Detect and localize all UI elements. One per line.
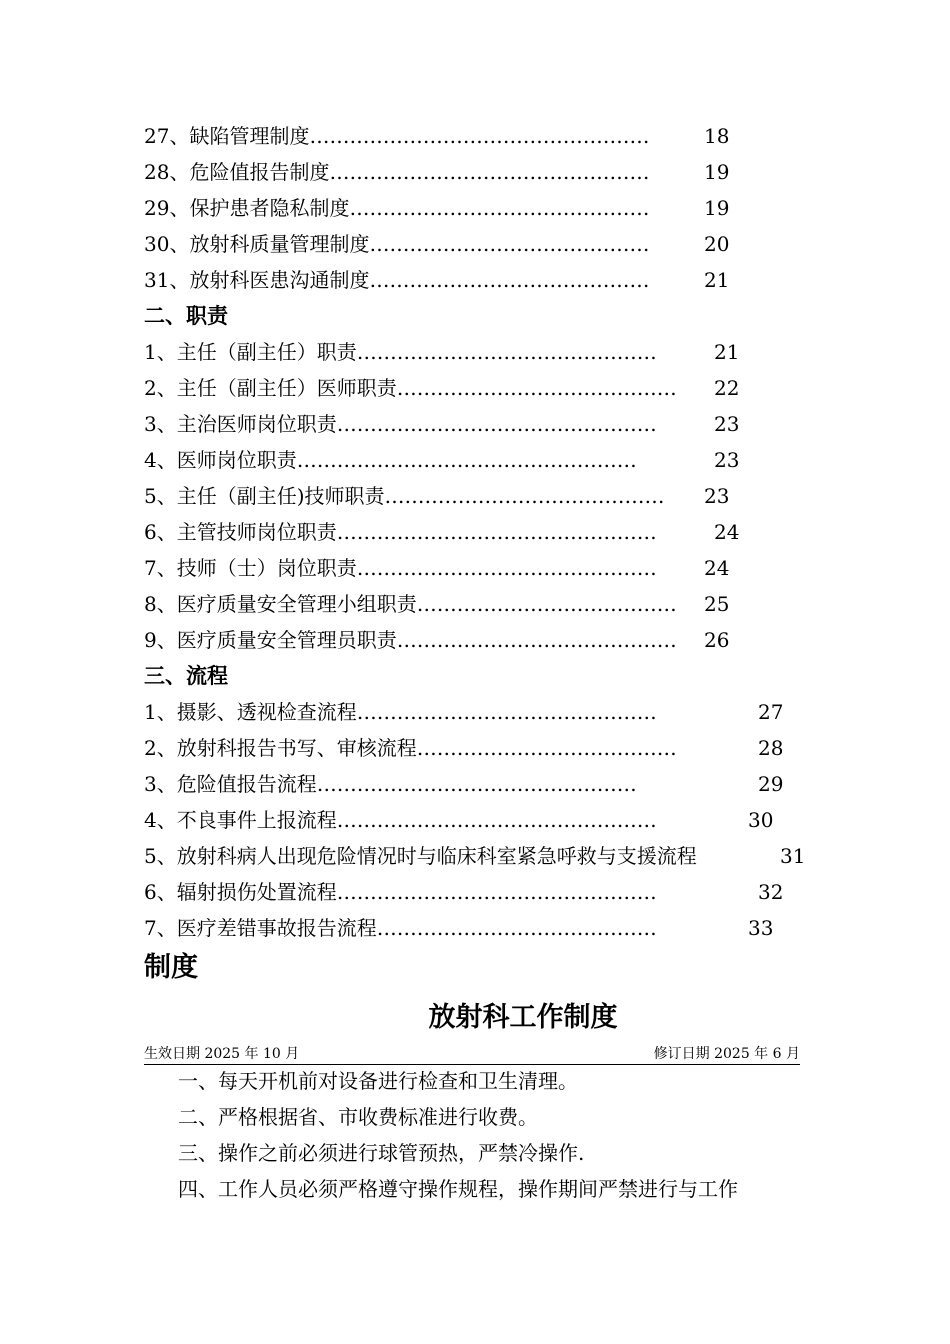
toc-page-number: 23 <box>714 412 740 436</box>
toc-leader: …………………………………… <box>396 376 677 400</box>
toc-item-label: 31、放射科医患沟通制度 <box>144 268 370 292</box>
toc-leader: …………………………………… <box>376 916 657 940</box>
toc-item[interactable] <box>144 766 784 802</box>
rule-paragraph: 二、严格根据省、市收费标准进行收费。 <box>178 1105 538 1129</box>
section-heading-process: 三、流程 <box>144 664 228 688</box>
toc-item-label: 7、技师（士）岗位职责 <box>144 556 357 580</box>
toc-item[interactable] <box>144 442 740 478</box>
toc-leader: …………………………………… <box>396 628 677 652</box>
toc-page-number: 21 <box>704 268 730 292</box>
toc-item-label: 7、医疗差错事故报告流程 <box>144 916 377 940</box>
toc-page-number: 32 <box>758 880 784 904</box>
toc-item-label: 6、辐射损伤处置流程 <box>144 880 337 904</box>
toc-page-number: 24 <box>704 556 730 580</box>
toc-page-number: 22 <box>714 376 740 400</box>
toc-leader: …………………………………………… <box>309 124 650 148</box>
toc-item[interactable] <box>144 586 730 622</box>
toc-page-number: 19 <box>704 196 730 220</box>
rule-paragraph: 四、工作人员必须严格遵守操作规程，操作期间严禁进行与工作 <box>178 1177 738 1201</box>
toc-item[interactable] <box>144 262 730 298</box>
toc-item-label: 29、保护患者隐私制度 <box>144 196 350 220</box>
toc-leader: ………………………………………… <box>329 160 650 184</box>
toc-item-label: 30、放射科质量管理制度 <box>144 232 370 256</box>
toc-leader: ………………………………………… <box>336 520 657 544</box>
toc-item[interactable] <box>144 838 806 874</box>
toc-leader: …………………………………… <box>369 232 650 256</box>
toc-leader: ……………………………………… <box>356 340 657 364</box>
toc-item[interactable] <box>144 406 740 442</box>
toc-item-label: 27、缺陷管理制度 <box>144 124 310 148</box>
toc-leader: ………………………………………… <box>336 412 657 436</box>
document-title: 放射科工作制度 <box>428 1002 618 1033</box>
toc-item-label: 5、放射科病人出现危险情况时与临床科室紧急呼救与支援流程 <box>144 844 697 868</box>
toc-item[interactable] <box>144 694 784 730</box>
toc-page-number: 19 <box>704 160 730 184</box>
toc-item-label: 3、主治医师岗位职责 <box>144 412 337 436</box>
toc-item[interactable] <box>144 118 730 154</box>
toc-page-number: 31 <box>780 844 806 868</box>
toc-item[interactable] <box>144 550 730 586</box>
toc-item-label: 5、主任（副主任)技师职责 <box>144 484 385 508</box>
toc-page-number: 20 <box>704 232 730 256</box>
date-row <box>144 1044 800 1065</box>
toc-page-number: 18 <box>704 124 730 148</box>
toc-item[interactable] <box>144 478 730 514</box>
toc-leader: ……………………………………… <box>349 196 650 220</box>
toc-leader: ………………………………… <box>416 592 677 616</box>
chapter-heading: 制度 <box>144 952 198 983</box>
toc-page-number: 21 <box>714 340 740 364</box>
toc-item[interactable] <box>144 874 784 910</box>
toc-leader: ………………………………………… <box>316 772 637 796</box>
toc-leader: ……………………………………… <box>356 700 657 724</box>
toc-item-label: 3、危险值报告流程 <box>144 772 317 796</box>
toc-page-number: 27 <box>758 700 784 724</box>
toc-leader: …………………………………………… <box>296 448 637 472</box>
toc-item[interactable] <box>144 334 740 370</box>
rule-paragraph: 一、每天开机前对设备进行检查和卫生清理。 <box>178 1069 578 1093</box>
toc-leader: ………………………………………… <box>336 808 657 832</box>
toc-item[interactable] <box>144 514 740 550</box>
toc-item-label: 8、医疗质量安全管理小组职责 <box>144 592 417 616</box>
toc-page-number: 28 <box>758 736 784 760</box>
toc-item-label: 9、医疗质量安全管理员职责 <box>144 628 397 652</box>
toc-item[interactable] <box>144 154 730 190</box>
toc-page-number: 30 <box>748 808 774 832</box>
toc-page-number: 23 <box>714 448 740 472</box>
effective-date: 生效日期 2025 年 10 月 <box>144 1046 300 1062</box>
toc-item-label: 2、放射科报告书写、审核流程 <box>144 736 417 760</box>
toc-item-label: 4、医师岗位职责 <box>144 448 297 472</box>
toc-item-label: 4、不良事件上报流程 <box>144 808 337 832</box>
toc-page-number: 29 <box>758 772 784 796</box>
revised-date: 修订日期 2025 年 6 月 <box>653 1046 800 1062</box>
toc-item-label: 2、主任（副主任）医师职责 <box>144 376 397 400</box>
toc-item-label: 1、主任（副主任）职责 <box>144 340 357 364</box>
toc-page-number: 33 <box>748 916 774 940</box>
toc-item-label: 6、主管技师岗位职责 <box>144 520 337 544</box>
toc-item-label: 28、危险值报告制度 <box>144 160 330 184</box>
rule-paragraph: 三、操作之前必须进行球管预热，严禁冷操作. <box>178 1141 585 1165</box>
toc-item[interactable] <box>144 622 730 658</box>
toc-item[interactable] <box>144 802 774 838</box>
toc-item[interactable] <box>144 226 730 262</box>
toc-item-label: 1、摄影、透视检查流程 <box>144 700 357 724</box>
toc-leader: …………………………………… <box>369 268 650 292</box>
toc-leader: ………………………………… <box>416 736 677 760</box>
toc-item[interactable] <box>144 370 740 406</box>
toc-page-number: 24 <box>714 520 740 544</box>
toc-page-number: 25 <box>704 592 730 616</box>
toc-item[interactable] <box>144 730 784 766</box>
toc-page-number: 23 <box>704 484 730 508</box>
toc-item[interactable] <box>144 910 774 946</box>
toc-leader: …………………………………… <box>384 484 665 508</box>
toc-leader: ……………………………………… <box>356 556 657 580</box>
toc-page-number: 26 <box>704 628 730 652</box>
section-heading-duties: 二、职责 <box>144 304 228 328</box>
toc-item[interactable] <box>144 190 730 226</box>
toc-leader: ………………………………………… <box>336 880 657 904</box>
